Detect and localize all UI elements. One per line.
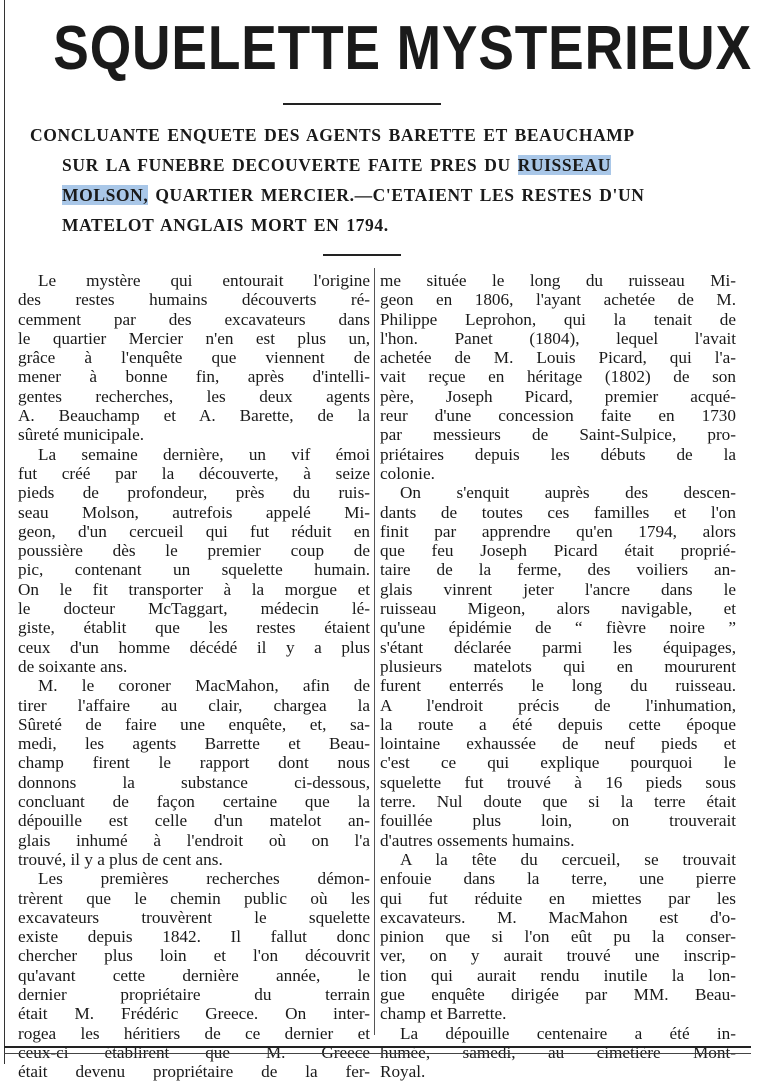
text-line: champ firent le rapport dont nous [18,753,370,773]
text-line: achetée de M. Louis Picard, qui l'a- [380,348,736,368]
text-line: pic, contenant un squelette humain. [18,560,370,580]
text-line: trèrent que le chemin public où les [18,888,370,908]
text-line: Les premières recherches démon- [38,869,370,889]
text-line: chercher plus loin et l'on découvrit [18,946,370,966]
subhead-line-2 [22,150,742,180]
text-line: tion qui aurait rendu inutile la lon- [380,965,736,985]
text-line: par messieurs de Saint-Sulpice, pro- [380,425,736,445]
text-line: mener à bonne fin, après d'intelli- [18,367,370,387]
text-line: trouvé, il y a plus de cent ans. [18,849,223,869]
subhead-rule [323,254,401,256]
article-subhead [22,120,742,240]
text-line: medi, les agents Barrette et Beau- [18,734,370,754]
bottom-rule [4,1046,751,1048]
text-line: sûreté municipale. [18,425,144,445]
text-line: était M. Frédéric Greece. On inter- [18,1004,370,1024]
text-line: Sûreté de faire une enquête, et, sa- [18,714,370,734]
article-column-left [18,271,370,1081]
text-line: existe depuis 1842. Il fallut donc [18,927,370,947]
text-line: A la tête du cercueil, se trouvait [400,849,736,869]
text-line: poussière dès le premier coup de [18,541,370,561]
page-left-border [4,0,5,1064]
text-line: On s'enquit auprès des descen- [400,483,736,503]
text-line: la route a été depuis cette époque [380,714,736,734]
subhead-text: SUR LA FUNEBRE DECOUVERTE FAITE PRES DU [62,155,518,175]
text-line: dernier propriétaire du terrain [18,984,370,1004]
text-line: cemment par des excavateurs dans [18,309,370,329]
text-line: seau Molson, autrefois appelé Mi- [18,502,370,522]
text-line: tirer l'affaire au clair, chargea la [18,695,370,715]
text-line: colonie. [380,463,435,483]
subhead-line-4: MATELOT ANGLAIS MORT EN 1794. [62,215,389,235]
text-line: ver, on y aurait trouvé une inscrip- [380,946,736,966]
text-line: s'étant déclarée parmi les équipages, [380,637,736,657]
text-line: pinion que si l'on eût pu la conser- [380,927,736,947]
text-line: La semaine dernière, un vif émoi [38,444,370,464]
text-line: Royal. [380,1062,426,1081]
text-line: plusieurs matelots qui en moururent [380,656,736,676]
text-line: l'hon. Panet (1804), lequel l'avait [380,328,736,348]
text-line: ruisseau Migeon, alors navigable, et [380,599,736,619]
text-line: le docteur McTaggart, médecin lé- [18,599,370,619]
bottom-rule-thin [4,1053,751,1054]
text-line: A l'endroit précis de l'inhumation, [380,695,736,715]
text-line: de soixante ans. [18,656,128,676]
text-line: était devenu propriétaire de la fer- [18,1062,370,1081]
text-line: On le fit transporter à la morgue et [18,579,370,599]
text-line: furent enterrés le long du ruisseau. [380,676,736,696]
text-line: squelette fut trouvé à 16 pieds sous [380,772,736,792]
text-line: père, Joseph Picard, premier acqué- [380,386,736,406]
text-line: lointaine exhaussée de neuf pieds et [380,734,736,754]
text-line: qui fut réduite en miettes par les [380,888,736,908]
text-line: que feu Joseph Picard était proprié- [380,541,736,561]
text-line: La dépouille centenaire a été in- [400,1023,736,1043]
text-line: taire de la ferme, des voiliers an- [380,560,736,580]
highlighted-text[interactable]: MOLSON, [62,185,149,205]
text-line: qu'une épidémie de “ fièvre noire ” [380,618,736,638]
text-line: geon en 1806, l'ayant achetée de M. [380,290,736,310]
text-line: excavateurs. M. MacMahon est d'o- [380,907,736,927]
text-line: glais vinrent jeter l'ancre dans le [380,579,736,599]
text-line: ceux-ci établirent que M. Greece [18,1042,370,1062]
text-line: A. Beauchamp et A. Barette, de la [18,406,370,426]
text-line: donnons la substance ci-dessous, [18,772,370,792]
text-line: champ et Barrette. [380,1004,507,1024]
text-line: Le mystère qui entourait l'origine [38,271,370,290]
text-line: giste, établit que les restes étaient [18,618,370,638]
article-column-right [380,271,736,1081]
text-line: gue enquête dirigée par MM. Beau- [380,984,736,1004]
subhead-line-3 [22,180,742,210]
text-line: qu'avant cette dernière année, le [18,965,370,985]
text-line: c'est ce qui explique pourquoi le [380,753,736,773]
highlighted-text[interactable]: RUISSEAU [517,155,611,175]
text-line: geon, d'un cercueil qui fut réduit en [18,521,370,541]
text-line: humée, samedi, au cimetière Mont- [380,1042,736,1062]
text-line: le quartier Mercier n'en est plus un, [18,328,370,348]
text-line: finit par apprendre qu'en 1794, alors [380,521,736,541]
text-line: terre. Nul doute que si la terre était [380,792,736,812]
text-line: concluant de façon certaine que la [18,792,370,812]
text-line: me située le long du ruisseau Mi- [380,271,736,290]
text-line: grâce à l'enquête que viennent de [18,348,370,368]
text-line: fouillée plus loin, on trouverait [380,811,736,831]
text-line: glais inhumé à l'endroit où on l'a [18,830,370,850]
text-line: dants de toutes ces familles et l'on [380,502,736,522]
text-line: d'autres ossements humains. [380,830,575,850]
text-line: des restes humains découverts ré- [18,290,370,310]
text-line: M. le coroner MacMahon, afin de [38,676,370,696]
text-line: pieds de profondeur, près du ruis- [18,483,370,503]
text-line: enfouie dans la terre, une pierre [380,869,736,889]
text-line: excavateurs trouvèrent le squelette [18,907,370,927]
text-line: vait reçue en héritage (1802) de son [380,367,736,387]
subhead-line-1: CONCLUANTE ENQUETE DES AGENTS BARETTE ET BEAUCHAMP [30,125,635,145]
column-divider [374,268,375,1035]
text-line: ceux d'un homme décédé il y a plus [18,637,370,657]
subhead-text: QUARTIER MERCIER.—C'ETAIENT LES RESTES D'UN [148,185,645,205]
text-line: gentes recherches, les deux agents [18,386,370,406]
headline-rule [283,103,441,105]
text-line: dépouille est celle d'un matelot an- [18,811,370,831]
text-line: reur d'une concession faite en 1730 [380,406,736,426]
text-line: priétaires depuis les débuts de la [380,444,736,464]
text-line: fut créé par la découverte, à seize [18,463,370,483]
article-headline: SQUELETTE MYSTERIEUX [53,14,752,83]
text-line: rogea les héritiers de ce dernier et [18,1023,370,1043]
text-line: Philippe Leprohon, qui la tenait de [380,309,736,329]
